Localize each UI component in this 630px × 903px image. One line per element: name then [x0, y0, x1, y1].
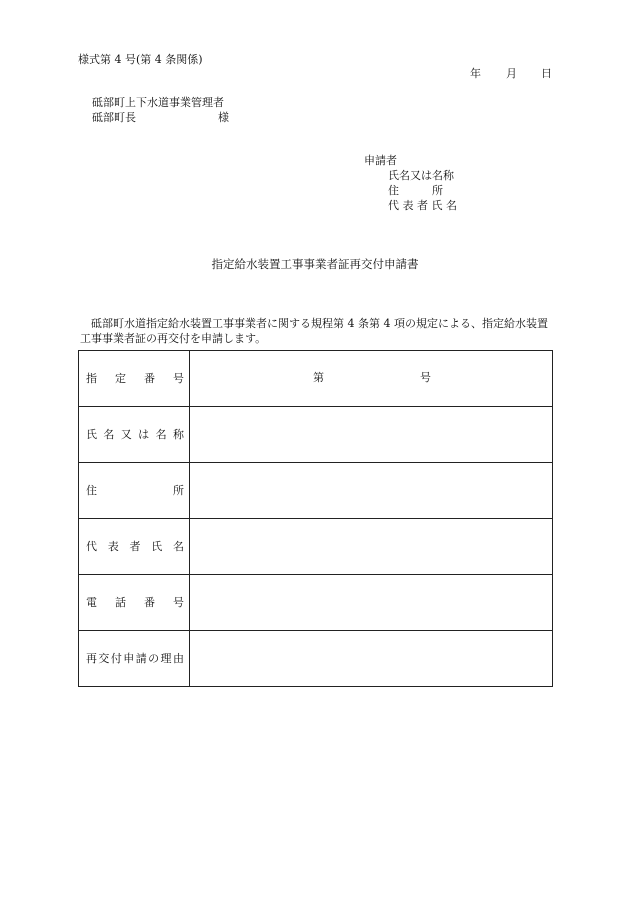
- address-field[interactable]: [190, 463, 553, 519]
- label-char: 所: [173, 484, 184, 497]
- label-char: 番: [144, 596, 155, 609]
- document-title: 指定給水装置工事事業者証再交付申請書: [211, 257, 419, 271]
- number-prefix: 第: [313, 371, 324, 384]
- spread-label: [86, 429, 184, 440]
- label-char: 名: [173, 540, 184, 553]
- form-number: 様式第 4 号(第 4 条関係): [78, 53, 203, 66]
- label-char: 定: [115, 372, 126, 385]
- label-char: 理: [160, 652, 172, 665]
- number-suffix: 号: [420, 371, 431, 384]
- label-char: 由: [172, 652, 184, 665]
- label-char: 名: [103, 428, 115, 441]
- label-char: 指: [86, 372, 97, 385]
- date-day-label: 日: [541, 67, 552, 80]
- table-row: [79, 407, 553, 463]
- spread-label: [86, 597, 184, 608]
- table-row: [79, 351, 553, 407]
- row-label-phone: [79, 575, 190, 631]
- designation-number-field[interactable]: [190, 351, 553, 407]
- recipient-line-2: 砥部町長: [92, 111, 136, 124]
- spread-label: [86, 653, 184, 664]
- label-char: 号: [173, 596, 184, 609]
- row-label-name: [79, 407, 190, 463]
- label-char: 代: [86, 540, 97, 553]
- date-month-label: 月: [506, 67, 517, 80]
- applicant-address-field: 住 所: [388, 184, 443, 197]
- name-field[interactable]: [190, 407, 553, 463]
- label-char: 又: [120, 428, 132, 441]
- table-row: [79, 631, 553, 687]
- label-char: 表: [107, 540, 119, 553]
- label-char: 名: [155, 428, 167, 441]
- table-row: [79, 463, 553, 519]
- label-char: 者: [129, 540, 141, 553]
- applicant-representative-field: 代 表 者 氏 名: [388, 199, 457, 212]
- applicant-label: 申請者: [364, 154, 397, 167]
- label-char: 電: [86, 596, 97, 609]
- spread-label: [86, 541, 184, 552]
- reason-field[interactable]: [190, 631, 553, 687]
- label-char: 称: [172, 428, 184, 441]
- date-year-label: 年: [470, 67, 481, 80]
- label-char: は: [138, 428, 150, 441]
- spread-label: [86, 373, 184, 384]
- label-char: 氏: [151, 540, 163, 553]
- label-char: 請: [135, 652, 147, 665]
- recipient-line-1: 砥部町上下水道事業管理者: [92, 96, 224, 109]
- row-label-designation-number: [79, 351, 190, 407]
- label-char: 番: [144, 372, 155, 385]
- representative-field[interactable]: [190, 519, 553, 575]
- label-char: 住: [86, 484, 97, 497]
- label-char: 話: [115, 596, 126, 609]
- label-char: 再: [86, 652, 97, 665]
- row-label-address: [79, 463, 190, 519]
- label-char: の: [148, 652, 160, 665]
- label-char: 交: [98, 652, 110, 665]
- application-table: [78, 350, 553, 687]
- recipient-honorific: 様: [218, 111, 229, 124]
- label-char: 号: [173, 372, 184, 385]
- phone-field[interactable]: [190, 575, 553, 631]
- table-row: [79, 575, 553, 631]
- table-row: [79, 519, 553, 575]
- body-text: 砥部町水道指定給水装置工事事業者に関する規程第 4 条第 4 項の規定による、指定給水装置工事事業者証の再交付を申請します。: [80, 317, 548, 345]
- label-char: 付: [110, 652, 122, 665]
- applicant-name-field: 氏名又は名称: [388, 169, 454, 182]
- label-char: 申: [123, 652, 135, 665]
- spread-label: [86, 485, 184, 496]
- label-char: 氏: [86, 428, 97, 441]
- row-label-reason: [79, 631, 190, 687]
- row-label-representative: [79, 519, 190, 575]
